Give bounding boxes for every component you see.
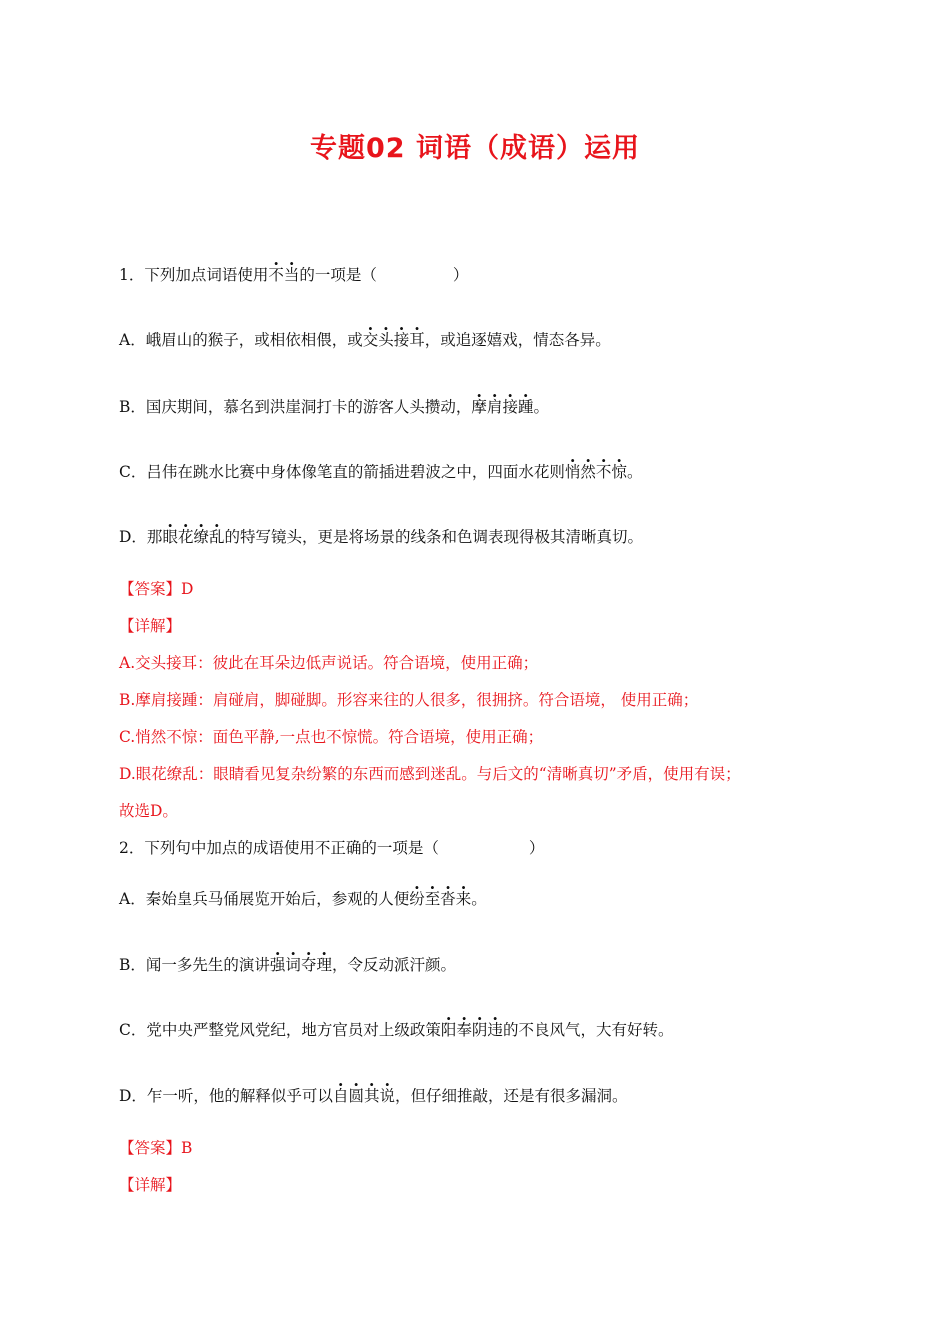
page-title: 专题02 词语（成语）运用 <box>310 133 640 164</box>
emphasized-char: 乱 <box>208 528 225 546</box>
emphasized-char: 自 <box>332 1087 349 1105</box>
question-1-detail-a: A.交头接耳：彼此在耳朵边低声说话。符合语境，使用正确； <box>119 654 539 672</box>
emphasized-char: 来 <box>455 890 472 908</box>
emphasized-char: 不 <box>595 463 612 481</box>
emphasized-char: 当 <box>283 266 300 284</box>
emphasized-char: 不 <box>268 266 284 284</box>
question-2-option-d: D．乍一听，他的解释似乎可以自圆其说，但仔细推敲，还是有很多漏洞。 <box>119 1087 628 1105</box>
emphasized-char: 圆 <box>348 1087 364 1105</box>
question-1-option-b: B．国庆期间，慕名到洪崖洞打卡的游客人头攒动，摩肩接踵。 <box>119 398 549 416</box>
emphasized-char: 说 <box>379 1087 395 1105</box>
question-2-option-c: C．党中央严整党风党纪，地方官员对上级政策阳奉阴违的不良风气，大有好转。 <box>119 1021 674 1039</box>
emphasized-char: 强 <box>269 956 286 974</box>
emphasized-char: 悄 <box>564 463 581 481</box>
emphasized-char: 交 <box>362 331 379 349</box>
emphasized-char: 惊 <box>611 463 627 481</box>
question-1-detail-c: C.悄然不惊：面色平静,一点也不惊慌。符合语境，使用正确； <box>119 728 544 746</box>
emphasized-char: 摩 <box>471 398 487 416</box>
emphasized-char: 词 <box>285 956 301 974</box>
emphasized-char: 纷 <box>409 890 425 908</box>
emphasized-char: 然 <box>580 463 596 481</box>
question-1-option-d: D．那眼花缭乱的特写镜头，更是将场景的线条和色调表现得极其清晰真切。 <box>119 528 644 546</box>
emphasized-char: 踵 <box>517 398 534 416</box>
question-2-detail-label: 【详解】 <box>119 1176 182 1194</box>
question-2-option-b: B．闻一多先生的演讲强词夺理，令反动派汗颜。 <box>119 956 456 974</box>
emphasized-char: 夺 <box>300 956 317 974</box>
question-2-answer: 【答案】B <box>119 1139 193 1157</box>
emphasized-char: 接 <box>502 398 518 416</box>
emphasized-char: 其 <box>363 1087 380 1105</box>
emphasized-char: 至 <box>424 890 441 908</box>
emphasized-char: 阴 <box>471 1021 488 1039</box>
emphasized-char: 眼 <box>162 528 178 546</box>
question-1-conclusion: 故选D。 <box>119 802 178 820</box>
question-2-stem: 2．下列句中加点的成语使用不正确的一项是（ ） <box>119 839 545 857</box>
question-1-stem: 1．下列加点词语使用不当的一项是（ ） <box>119 266 469 284</box>
emphasized-char: 耳 <box>409 331 425 349</box>
emphasized-char: 花 <box>177 528 194 546</box>
emphasized-char: 接 <box>393 331 410 349</box>
emphasized-char: 肩 <box>486 398 503 416</box>
question-1-option-c: C．吕伟在跳水比赛中身体像笔直的箭插进碧波之中，四面水花则悄然不惊。 <box>119 463 643 481</box>
question-1-option-a: A．峨眉山的猴子，或相依相偎，或交头接耳，或追逐嬉戏，情态各异。 <box>119 331 611 349</box>
emphasized-char: 缭 <box>193 528 209 546</box>
emphasized-char: 沓 <box>440 890 456 908</box>
question-1-detail-d: D.眼花缭乱：眼睛看见复杂纷繁的东西而感到迷乱。与后文的“清晰真切”矛盾，使用有误； <box>119 765 741 783</box>
emphasized-char: 奉 <box>456 1021 472 1039</box>
question-2-option-a: A．秦始皇兵马俑展览开始后，参观的人便纷至沓来。 <box>119 890 487 908</box>
emphasized-char: 理 <box>316 956 332 974</box>
emphasized-char: 阳 <box>440 1021 457 1039</box>
emphasized-char: 违 <box>487 1021 503 1039</box>
question-1-detail-b: B.摩肩接踵：肩碰肩，脚碰脚。形容来往的人很多，很拥挤。符合语境， 使用正确； <box>119 691 699 709</box>
question-1-detail-label: 【详解】 <box>119 617 182 635</box>
question-1-answer: 【答案】D <box>119 580 194 598</box>
emphasized-char: 头 <box>378 331 394 349</box>
